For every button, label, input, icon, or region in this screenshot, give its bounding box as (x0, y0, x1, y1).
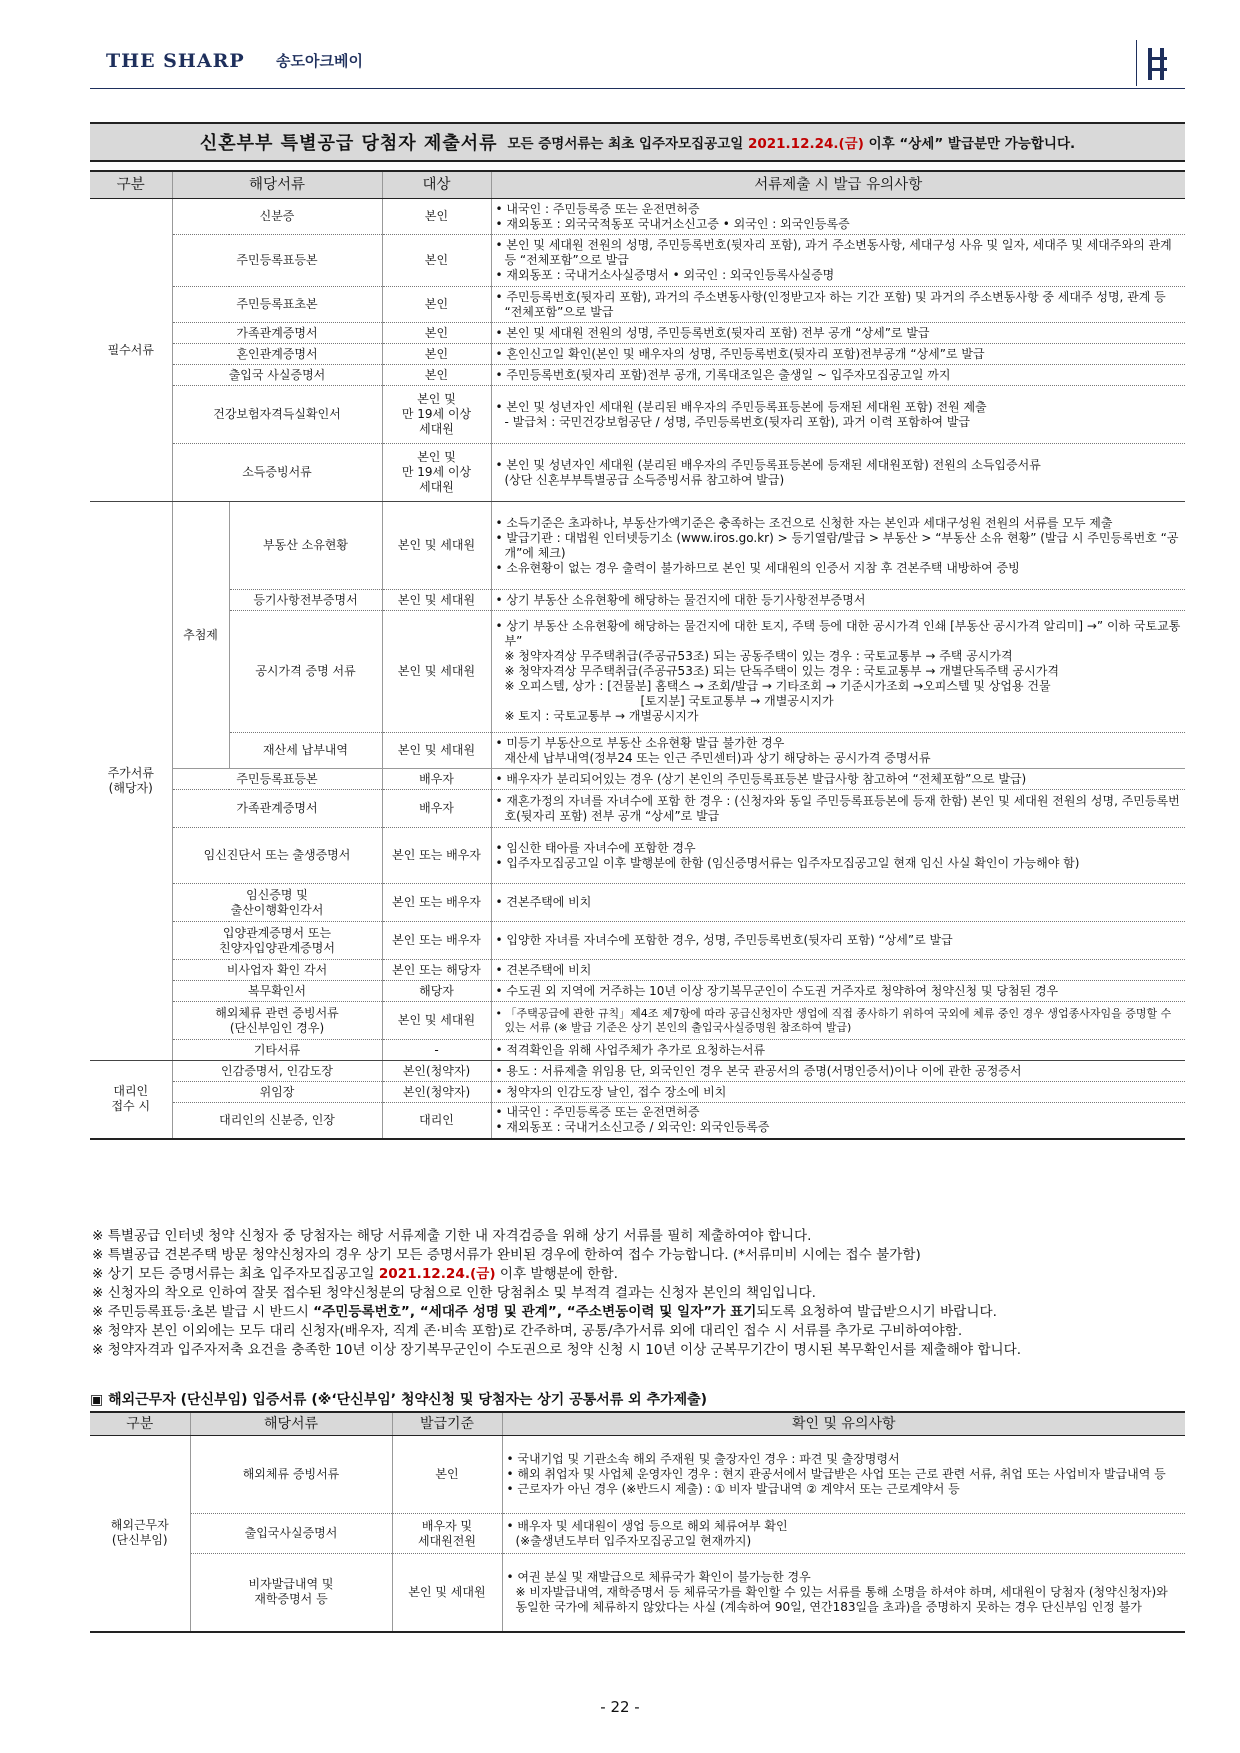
note-line: (※출생년도부터 입주자모집공고일 현재까지) (515, 1533, 752, 1548)
doc-notes (502, 1436, 1185, 1514)
table-row (90, 287, 1185, 323)
col-header: 확인 및 유의사항 (502, 1412, 1185, 1436)
doc-name: 출입국 사실증명서 (172, 365, 382, 386)
note-line: • 본인 및 세대원 전원의 성명, 주민등록번호(뒷자리 포함) 전부 공개 “상세”로 발급 (496, 326, 1182, 341)
doc-target: 본인 (382, 323, 491, 344)
footnote-date: 2021.12.24.(금) (378, 1266, 496, 1282)
note-line: [토지분] 국토교통부 → 개별공시지가 (640, 694, 834, 708)
doc-notes (491, 733, 1185, 769)
doc-name: 인감증명서, 인감도장 (172, 1061, 382, 1082)
doc-target: 본인(청약자) (382, 1082, 491, 1103)
section-title-banner (90, 122, 1185, 162)
doc-notes (491, 365, 1185, 386)
doc-name: 임신증명 및 출산이행확인각서 (172, 884, 382, 922)
note-line: • 발급기관 : 대법원 인터넷등기소 (www.iros.go.kr) > 등기열람/발급 > 부동산 > “부동산 소유 현황” (발급 시 주민등록번호 “공개”에 체크) (496, 531, 1182, 561)
note-line: • 입주자모집공고일 이후 발행분에 한함 (임신증명서류는 입주자모집공고일 현재 임신 사실 확인이 가능해야 함) (496, 856, 1182, 871)
note-line: • 재외동포 : 국내거소신고증 / 외국인: 외국인등록증 (496, 1120, 1182, 1135)
table-row (90, 590, 1185, 611)
doc-target: 본인 또는 배우자 (382, 828, 491, 884)
note-line: • 배우자 및 세대원이 생업 등으로 해외 체류여부 확인 (507, 1519, 1182, 1534)
doc-target: 본인 또는 배우자 (382, 922, 491, 960)
footnote: ※ 청약자격과 입주자저축 요건을 충족한 10년 이상 장기복무군인이 수도권으로 청약 신청 시 10년 이상 군복무기간이 명시된 복무확인서를 제출해야 합니다. (92, 1342, 1022, 1358)
doc-notes (491, 1103, 1185, 1139)
table-row (90, 1514, 1185, 1554)
doc-target: 본인 (382, 199, 491, 235)
note-line: ※ 비자발급내역, 재학증명서 등 체류국가를 확인할 수 있는 서류를 통해 소명을 하셔야 하며, 세대원이 당첨자 (청약신청자)와 동일한 국가에 체류하지 않았다는 사실 (계속하여 90일, 연간183일을 초과)을 증명하지 못하는 경우 단신부임 인정 불가 (515, 1584, 1168, 1614)
doc-name: 혼인관계증명서 (172, 344, 382, 365)
note-line: • 소유현황이 없는 경우 출력이 불가하므로 본인 및 세대원의 인증서 지참 후 견본주택 내방하여 증빙 (496, 561, 1182, 576)
col-header: 대상 (382, 171, 491, 199)
doc-name: 비자발급내역 및 재학증명서 등 (190, 1554, 392, 1632)
note-line: ※ 오피스텔, 상가 : [건물분] 홈택스 → 조회/발급 → 기타조회 → 기준시가조회 →오피스텔 및 상업용 건물 (504, 679, 1051, 693)
note-line: • 재혼가정의 자녀를 자녀수에 포함 한 경우 : (신청자와 동일 주민등록표등본에 등재 한함) 본인 및 세대원 전원의 성명, 주민등록번호(뒷자리 포함) 전부 공개 “상세”로 발급 (496, 794, 1182, 824)
footnote: ※ 특별공급 인터넷 청약 신청자 중 당첨자는 해당 서류제출 기한 내 자격검증을 위해 상기 서류를 필히 제출하여야 합니다. (92, 1228, 812, 1244)
note-line: • 재외동포 : 외국국적동포 국내거소신고증 • 외국인 : 외국인등록증 (496, 217, 1182, 232)
doc-target: 본인 및 세대원 (382, 502, 491, 590)
doc-target: 본인 (382, 235, 491, 287)
doc-notes (491, 199, 1185, 235)
doc-name: 해외체류 관련 증빙서류 (단신부임인 경우) (172, 1002, 382, 1040)
table-row (90, 960, 1185, 981)
note-line: • 임신한 태아를 자녀수에 포함한 경우 (496, 841, 1182, 856)
submission-docs-table (90, 170, 1185, 1140)
doc-notes (502, 1554, 1185, 1632)
doc-notes (491, 444, 1185, 502)
note-line: - 발급처 : 국민건강보험공단 / 성명, 주민등록번호(뒷자리 포함), 과거 이력 포함하여 발급 (504, 414, 970, 429)
footnote: ※ 청약자 본인 이외에는 모두 대리 신청자(배우자, 직계 존·비속 포함)로 간주하며, 공통/추가서류 외에 대리인 접수 시 서류를 추가로 구비하여야함. (92, 1323, 963, 1339)
doc-name: 신분증 (172, 199, 382, 235)
note-line: (상단 신혼부부특별공급 소득증빙서류 참고하여 발급) (504, 472, 785, 487)
section-note (507, 132, 1075, 152)
doc-notes (491, 1040, 1185, 1061)
doc-notes (491, 1002, 1185, 1040)
doc-target: 본인 (382, 365, 491, 386)
doc-target: - (382, 1040, 491, 1061)
table-row (90, 386, 1185, 444)
overseas-docs-table (90, 1411, 1185, 1633)
doc-notes (491, 502, 1185, 590)
note-line: • 소득기준은 초과하나, 부동산가액기준은 충족하는 조건으로 신청한 자는 본인과 세대구성원 전원의 서류를 모두 제출 (496, 516, 1182, 531)
table-header-row (90, 171, 1185, 199)
doc-target: 본인 또는 배우자 (382, 884, 491, 922)
page-number: - 22 - (600, 1698, 640, 1716)
note-line: • 근로자가 아닌 경우 (※반드시 제출) : ① 비자 발급내역 ② 계약서 또는 근로계약서 등 (507, 1482, 1182, 1497)
note-line: • 배우자가 분리되어있는 경우 (상기 본인의 주민등록표등본 발급사항 참고하여 “전체포함”으로 발급) (496, 772, 1182, 787)
doc-target: 본인 및 세대원 (382, 611, 491, 733)
doc-target: 배우자 및 세대원전원 (392, 1514, 502, 1554)
footnote-text: ※ 주민등록표등·초본 발급 시 반드시 (92, 1304, 309, 1320)
page-header (90, 40, 1185, 89)
note-line: ※ 토지 : 국토교통부 → 개별공시지가 (504, 709, 699, 723)
footnote (92, 1265, 1187, 1284)
doc-name: 비사업자 확인 각서 (172, 960, 382, 981)
subgroup-label: 추첨제 (172, 502, 229, 769)
doc-name: 출입국사실증명서 (190, 1514, 392, 1554)
col-header: 해당서류 (172, 171, 382, 199)
doc-notes (491, 590, 1185, 611)
table-row (90, 1103, 1185, 1139)
doc-notes (491, 235, 1185, 287)
doc-target: 본인 (382, 344, 491, 365)
col-header: 구분 (90, 171, 172, 199)
section-title: 신혼부부 특별공급 당첨자 제출서류 (199, 133, 498, 154)
table-row (90, 790, 1185, 828)
note-line: • 입양한 자녀를 자녀수에 포함한 경우, 성명, 주민등록번호(뒷자리 포함) “상세”로 발급 (496, 933, 1182, 948)
table-row (90, 344, 1185, 365)
doc-name: 주민등록표등본 (172, 235, 382, 287)
doc-target: 본인 및 만 19세 이상 세대원 (382, 444, 491, 502)
doc-name: 공시가격 증명 서류 (229, 611, 382, 733)
table-row (90, 1436, 1185, 1514)
doc-target: 본인(청약자) (382, 1061, 491, 1082)
doc-name: 주민등록표등본 (172, 769, 382, 790)
table-row (90, 365, 1185, 386)
table-row (90, 1554, 1185, 1632)
note-line: • 내국인 : 주민등록증 또는 운전면허증 (496, 1105, 1182, 1120)
table-row (90, 1040, 1185, 1061)
col-header: 구분 (90, 1412, 190, 1436)
table-row (90, 769, 1185, 790)
note-line: • 용도 : 서류제출 위임용 단, 외국인인 경우 본국 관공서의 증명(서명인증서)이나 이에 관한 공정증서 (496, 1064, 1182, 1079)
brand-logo-icon (1136, 40, 1177, 86)
col-header: 발급기준 (392, 1412, 502, 1436)
note-line: • 주민등록번호(뒷자리 포함), 과거의 주소변동사항(인정받고자 하는 기간 포함) 및 과거의 주소변동사항 중 세대주 성명, 관계 등 “전체포함”으로 발급 (496, 290, 1182, 320)
note-line: • 주민등록번호(뒷자리 포함)전부 공개, 기록대조일은 출생일 ~ 입주자모집공고일 까지 (496, 368, 1182, 383)
doc-notes (491, 828, 1185, 884)
table-row (90, 323, 1185, 344)
table-row (90, 1002, 1185, 1040)
note-line: • 본인 및 세대원 전원의 성명, 주민등록번호(뒷자리 포함), 과거 주소변동사항, 세대구성 사유 및 일자, 세대주 및 세대주와의 관계 등 “전체포함”으로 발급 (496, 238, 1182, 268)
brand-name: THE SHARP (106, 50, 245, 72)
footnotes (92, 1227, 1187, 1360)
doc-name: 등기사항전부증명서 (229, 590, 382, 611)
doc-name: 입양관계증명서 또는 친양자입양관계증명서 (172, 922, 382, 960)
section2-title: ▣ 해외근무자 (단신부임) 입증서류 (※‘단신부임’ 청약신청 및 당첨자는 상기 공통서류 외 추가제출) (90, 1392, 708, 1408)
doc-name: 기타서류 (172, 1040, 382, 1061)
note-line: ※ 청약자격상 무주택취급(주공규53조) 되는 공동주택이 있는 경우 : 국토교통부 → 주택 공시가격 (504, 649, 1013, 663)
table-row (90, 444, 1185, 502)
footnote (92, 1303, 1187, 1322)
doc-name: 복무확인서 (172, 981, 382, 1002)
table-row (90, 922, 1185, 960)
doc-name: 재산세 납부내역 (229, 733, 382, 769)
note-line: • 국내기업 및 기관소속 해외 주재원 및 출장자인 경우 : 파견 및 출장명령서 (507, 1452, 1182, 1467)
note-line: ※ 청약자격상 무주택취급(주공규53조) 되는 단독주택이 있는 경우 : 국토교통부 → 개별단독주택 공시가격 (504, 664, 1059, 678)
note-text: 모든 증명서류는 최초 입주자모집공고일 (507, 136, 744, 152)
note-line: 재산세 납부내역(정부24 또는 인근 주민센터)과 상기 해당하는 공시가격 증명서류 (504, 750, 931, 765)
footnote-text: ※ 상기 모든 증명서류는 최초 입주자모집공고일 (92, 1266, 375, 1282)
note-line: • 재외동포 : 국내거소사실증명서 • 외국인 : 외국인등록사실증명 (496, 268, 1182, 283)
doc-target: 본인 및 만 19세 이상 세대원 (382, 386, 491, 444)
footnote: ※ 특별공급 견본주택 방문 청약신청자의 경우 상기 모든 증명서류가 완비된 경우에 한하여 접수 가능합니다. (*서류미비 시에는 접수 불가함) (92, 1247, 921, 1263)
note-line: • 미등기 부동산으로 부동산 소유현황 발급 불가한 경우 (496, 736, 1182, 751)
table-row (90, 981, 1185, 1002)
group-label: 주가서류 (해당자) (90, 502, 172, 1061)
doc-name: 가족관계증명서 (172, 323, 382, 344)
doc-name: 주민등록표초본 (172, 287, 382, 323)
note-line: • 「주택공급에 관한 규칙」제4조 제7항에 따라 공급신청자만 생업에 직접 종사하기 위하여 국외에 체류 중인 경우 생업종사자임을 증명할 수 있는 서류 (※ 발급 기준은 상기 본인의 출입국사실증명원 참조하여 발급) (496, 1007, 1182, 1035)
doc-notes (491, 922, 1185, 960)
note-line: • 혼인신고일 확인(본인 및 배우자의 성명, 주민등록번호(뒷자리 포함)전부공개 “상세”로 발급 (496, 347, 1182, 362)
footnote-text: 이후 발행분에 한함. (499, 1266, 618, 1282)
note-line: • 내국인 : 주민등록증 또는 운전면허증 (496, 202, 1182, 217)
doc-notes (491, 611, 1185, 733)
doc-notes (491, 981, 1185, 1002)
table-row (90, 199, 1185, 235)
doc-target: 본인 및 세대원 (392, 1554, 502, 1632)
doc-name: 부동산 소유현황 (229, 502, 382, 590)
doc-target: 배우자 (382, 769, 491, 790)
doc-name: 위임장 (172, 1082, 382, 1103)
doc-notes (491, 790, 1185, 828)
doc-name: 해외체류 증빙서류 (190, 1436, 392, 1514)
doc-notes (491, 344, 1185, 365)
doc-notes (491, 769, 1185, 790)
table-row (90, 884, 1185, 922)
doc-notes (491, 287, 1185, 323)
table-row (90, 611, 1185, 733)
doc-target: 본인 및 세대원 (382, 1002, 491, 1040)
doc-target: 본인 및 세대원 (382, 733, 491, 769)
note-line: • 견본주택에 비치 (496, 895, 1182, 910)
note-line: • 본인 및 성년자인 세대원 (분리된 배우자의 주민등록표등본에 등재된 세대원포함) 전원의 소득입증서류 (496, 458, 1182, 473)
doc-target: 본인 및 세대원 (382, 590, 491, 611)
doc-notes (491, 386, 1185, 444)
note-line: • 수도권 외 지역에 거주하는 10년 이상 장기복무군인이 수도권 거주자로 청약하여 청약신청 및 당첨된 경우 (496, 984, 1182, 999)
group-label: 해외근무자 (단신부임) (90, 1436, 190, 1632)
note-date: 2021.12.24.(금) (747, 136, 864, 152)
note-line: • 상기 부동산 소유현황에 해당하는 물건지에 대한 토지, 주택 등에 대한 공시가격 인쇄 [부동산 공시가격 알리미] →” 이하 국토교통부” (496, 619, 1182, 649)
doc-notes (502, 1514, 1185, 1554)
group-label: 대리인 접수 시 (90, 1061, 172, 1139)
doc-target: 해당자 (382, 981, 491, 1002)
footnote: ※ 신청자의 착오로 인하여 잘못 접수된 청약신청분의 당첨으로 인한 당첨취소 및 부적격 결과는 신청자 본인의 책임입니다. (92, 1285, 816, 1301)
doc-name: 건강보험자격득실확인서 (172, 386, 382, 444)
table-row (90, 1082, 1185, 1103)
table-row (90, 1061, 1185, 1082)
doc-notes (491, 960, 1185, 981)
note-line: • 견본주택에 비치 (496, 963, 1182, 978)
note-line: • 여권 분실 및 재발급으로 체류국가 확인이 불가능한 경우 (507, 1570, 1182, 1585)
doc-name: 가족관계증명서 (172, 790, 382, 828)
doc-target: 배우자 (382, 790, 491, 828)
doc-name: 소득증빙서류 (172, 444, 382, 502)
note-line: • 해외 취업자 및 사업체 운영자인 경우 : 현지 관공서에서 발급받은 사업 또는 근로 관련 서류, 취업 또는 사업비자 발급내역 등 (507, 1467, 1182, 1482)
table-row (90, 235, 1185, 287)
table-row (90, 828, 1185, 884)
table-row (90, 502, 1185, 590)
note-line: • 상기 부동산 소유현황에 해당하는 물건지에 대한 등기사항전부증명서 (496, 593, 1182, 608)
doc-notes (491, 323, 1185, 344)
doc-name: 임신진단서 또는 출생증명서 (172, 828, 382, 884)
note-text: 이후 “상세” 발급분만 가능합니다. (868, 136, 1076, 152)
doc-notes (491, 884, 1185, 922)
note-line: • 청약자의 인감도장 날인, 접수 장소에 비치 (496, 1085, 1182, 1100)
doc-notes (491, 1082, 1185, 1103)
doc-target: 대리인 (382, 1103, 491, 1139)
site-name: 송도아크베이 (276, 52, 363, 70)
doc-target: 본인 또는 해당자 (382, 960, 491, 981)
col-header: 해당서류 (190, 1412, 392, 1436)
note-line: • 적격확인을 위해 사업주체가 추가로 요청하는서류 (496, 1043, 1182, 1058)
group-label: 필수서류 (90, 199, 172, 502)
footnote-text: 되도록 요청하여 발급받으시기 바랍니다. (756, 1304, 997, 1320)
table-header-row (90, 1412, 1185, 1436)
doc-target: 본인 (382, 287, 491, 323)
doc-name: 대리인의 신분증, 인장 (172, 1103, 382, 1139)
note-line: • 본인 및 성년자인 세대원 (분리된 배우자의 주민등록표등본에 등재된 세대원 포함) 전원 제출 (496, 400, 1182, 415)
col-header: 서류제출 시 발급 유의사항 (491, 171, 1185, 199)
table-row (90, 733, 1185, 769)
doc-target: 본인 (392, 1436, 502, 1514)
doc-notes (491, 1061, 1185, 1082)
footnote-bold: “주민등록번호”, “세대주 성명 및 관계”, “주소변동이력 및 일자”가 표기 (313, 1304, 757, 1320)
